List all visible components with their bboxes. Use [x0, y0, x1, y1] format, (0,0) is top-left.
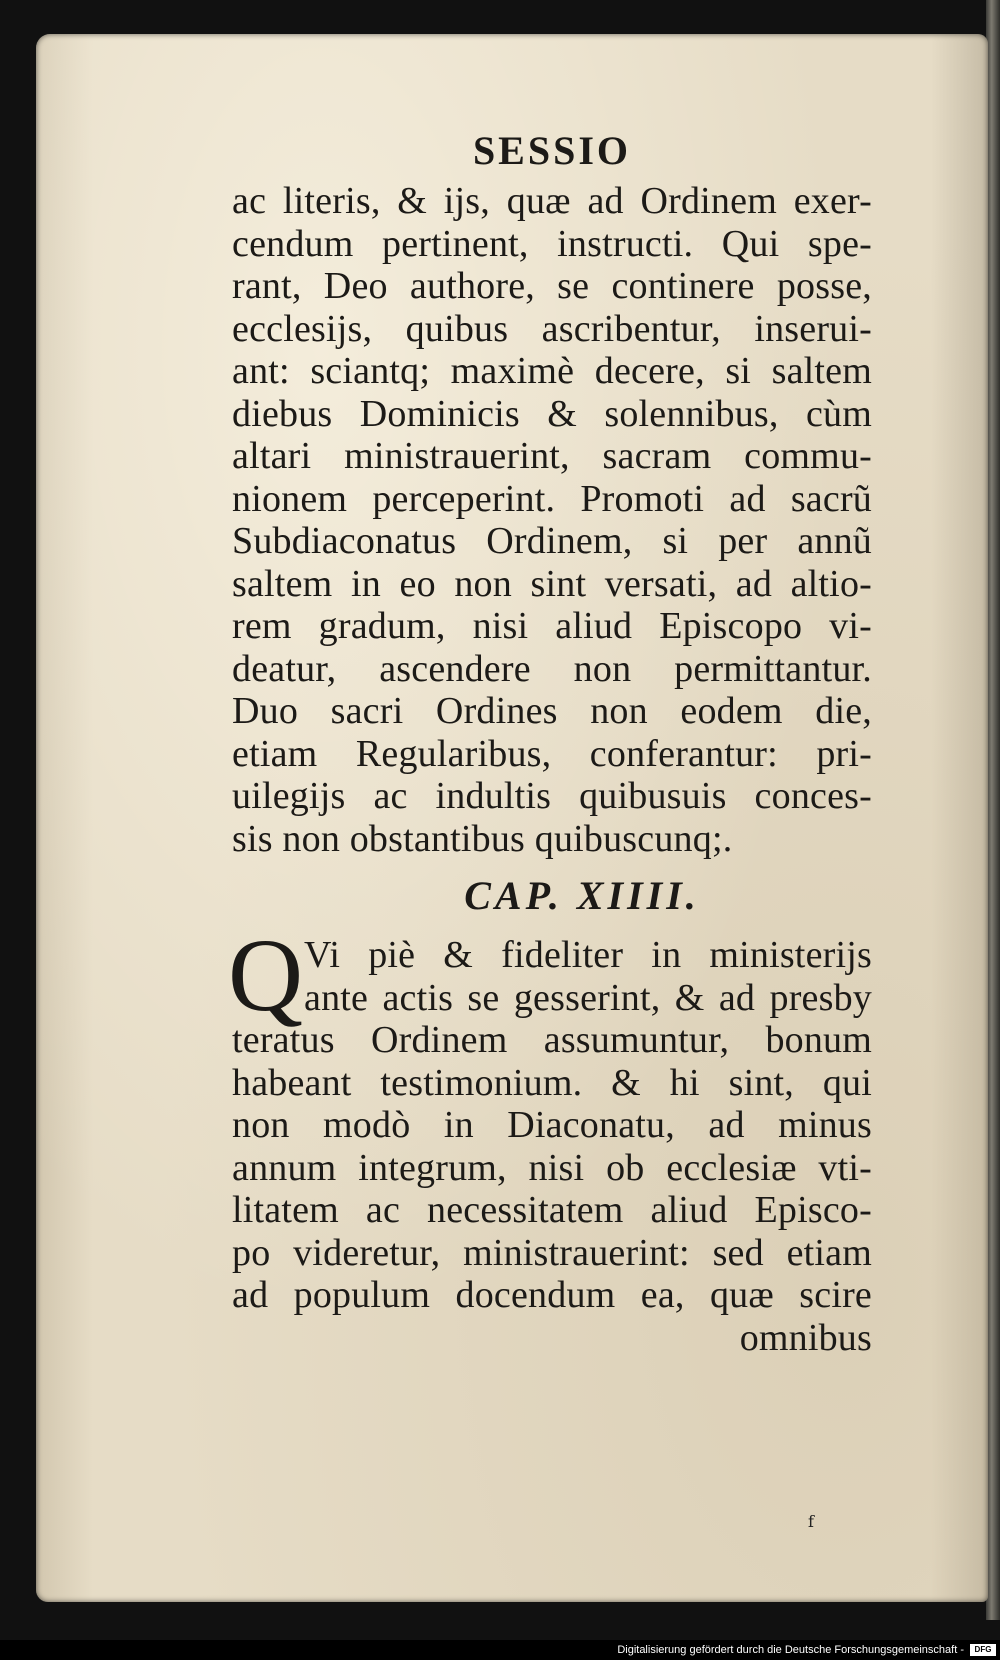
- text-line: ecclesijs, quibus ascribentur, inserui-: [232, 307, 872, 350]
- signature-mark: f: [808, 1512, 814, 1531]
- text-line: sis non obstantibus quibuscunq;.: [232, 817, 733, 860]
- footer-credit: Digitalisierung gefördert durch die Deutsche Forschungsgemeinschaft -: [617, 1644, 964, 1656]
- text-line: saltem in eo non sint versati, ad altio-: [232, 562, 872, 605]
- text-line: non modò in Diaconatu, ad minus: [232, 1104, 872, 1146]
- page-text: [228, 122, 872, 1359]
- paragraph-1: [232, 180, 872, 860]
- text-line: Duo sacri Ordines non eodem die,: [232, 690, 872, 732]
- text-line: rant, Deo authore, se continere posse,: [232, 265, 872, 307]
- text-line: deatur, ascendere non permittantur.: [232, 647, 872, 690]
- text-line: rem gradum, nisi aliud Episcopo vi-: [232, 605, 872, 647]
- text-line: ad populum docendum ea, quæ scire: [232, 1274, 872, 1316]
- running-header: SESSIO: [472, 128, 632, 173]
- text-line: ac literis, & ijs, quæ ad Ordinem exer-: [232, 180, 872, 222]
- text-line: Vi piè & fideliter in ministerijs: [304, 934, 872, 976]
- text-line: altari ministrauerint, sacram commu-: [232, 435, 872, 477]
- text-line: cendum pertinent, instructi. Qui spe-: [232, 222, 872, 265]
- text-line: teratus Ordinem assumuntur, bonum: [232, 1019, 872, 1061]
- text-line: litatem ac necessitatem aliud Episco-: [232, 1189, 872, 1231]
- dfg-logo: DFG: [970, 1644, 996, 1656]
- text-line: po videretur, ministrauerint: sed etiam: [232, 1231, 872, 1274]
- text-line: ante actis se gesserint, & ad presby: [304, 976, 872, 1019]
- footer-bar: [0, 1640, 1000, 1660]
- book-edge: [986, 0, 1000, 1620]
- paragraph-2-body: [232, 1019, 872, 1317]
- text-line: uilegijs ac indultis quibusuis conces-: [232, 775, 872, 817]
- text-line: Subdiaconatus Ordinem, si per annũ: [232, 520, 872, 562]
- catchword: omnibus: [739, 1316, 872, 1359]
- text-line: ant: sciantq; maximè decere, si saltem: [232, 350, 872, 392]
- paragraph-2: [228, 918, 872, 1317]
- text-line: nionem perceperint. Promoti ad sacrũ: [232, 477, 872, 520]
- chapter-heading: CAP. XIIII.: [464, 873, 700, 918]
- drop-cap: Q: [228, 918, 304, 1033]
- text-line: annum integrum, nisi ob ecclesiæ vti-: [232, 1146, 872, 1189]
- text-line: diebus Dominicis & solennibus, cùm: [232, 392, 872, 435]
- text-line: habeant testimonium. & hi sint, qui: [232, 1061, 872, 1104]
- paragraph-2-opening: [232, 934, 872, 1019]
- text-line: etiam Regularibus, conferantur: pri-: [232, 732, 872, 775]
